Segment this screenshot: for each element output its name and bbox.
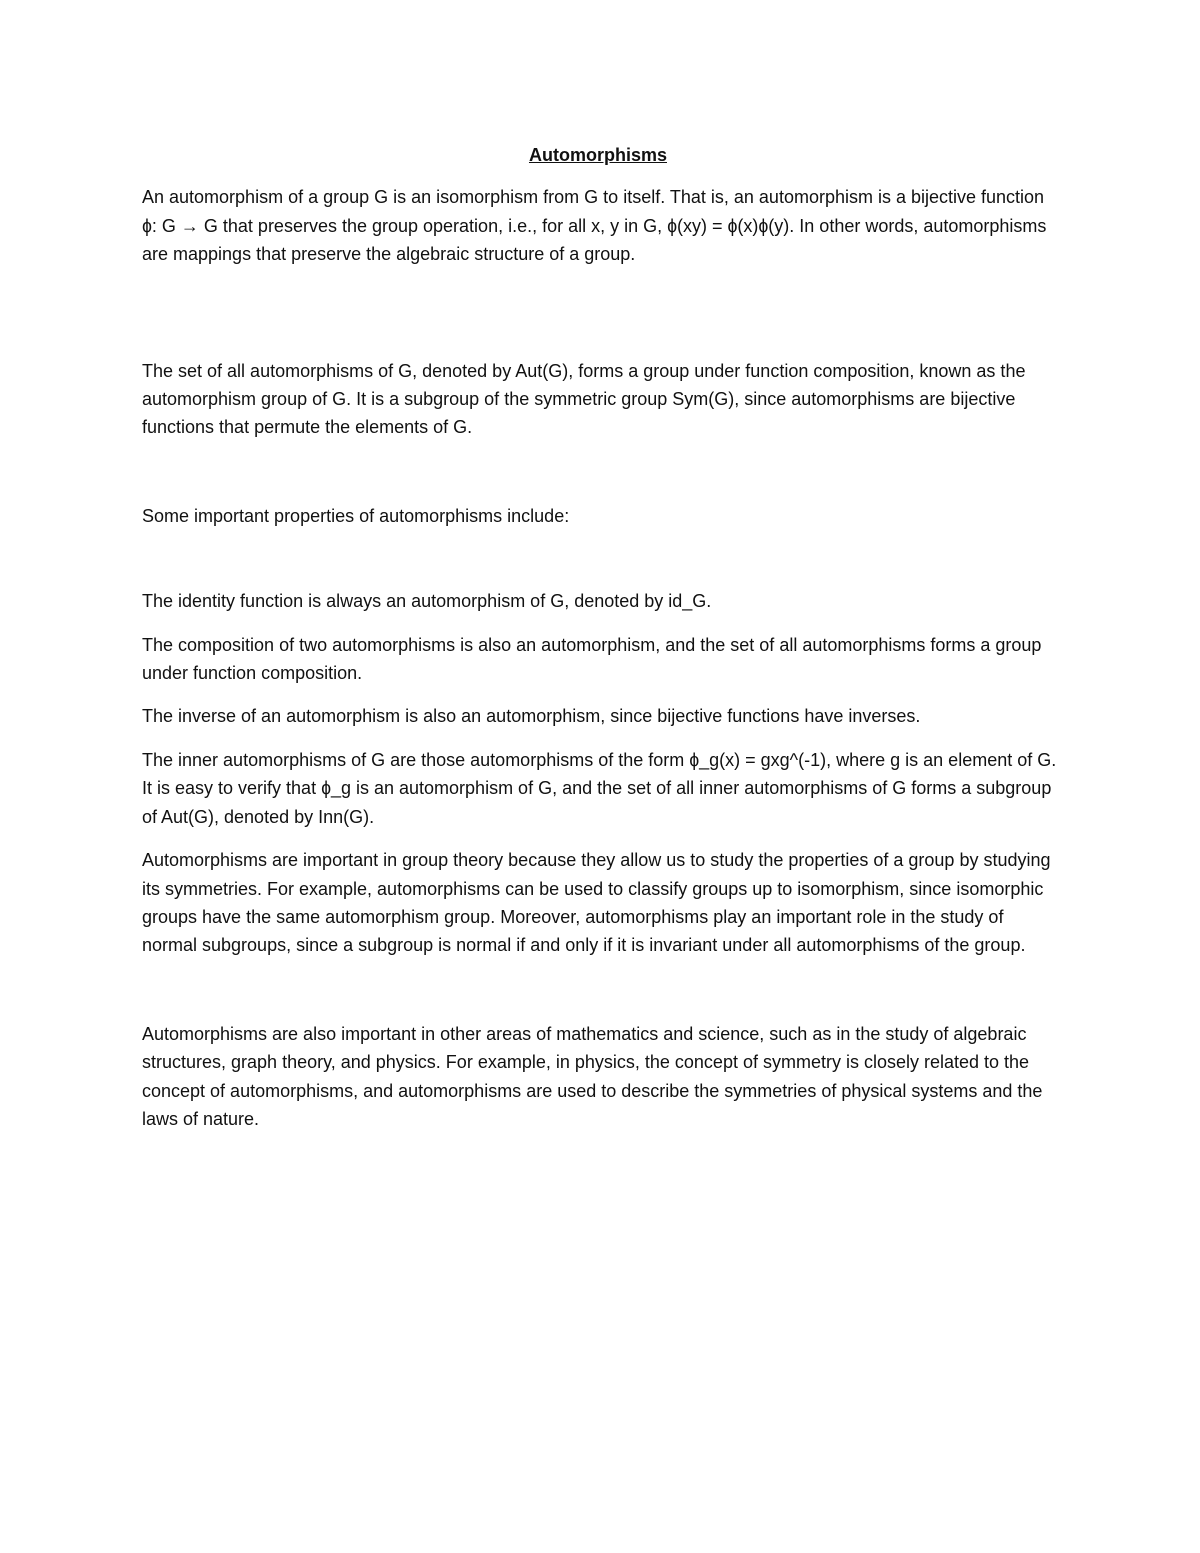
- paragraph-aut-group: The set of all automorphisms of G, denoted by Aut(G), forms a group under function composition, known as the automorphism group of G. It is a subgroup of the symmetric group Sym(G), since automorphisms are bijective functions that permute the elements of G.: [142, 360, 1026, 438]
- paragraph-identity: The identity function is always an automorphism of G, denoted by id_G.: [142, 591, 712, 612]
- paragraph-definition: An automorphism of a group G is an isomorphism from G to itself. That is, an automorphism is a bijective function ɸ: G → G that preserves the group operation, i.e., for all x, y in G, ɸ(xy) = ɸ(x)ɸ(y). In other words, automorphisms are mappings that preserve the algebraic structure of a group.: [142, 187, 1047, 265]
- document-title: Automorphisms: [528, 145, 667, 165]
- paragraph-inverse: The inverse of an automorphism is also an automorphism, since bijective functions have inverses.: [142, 706, 921, 727]
- paragraph-properties-intro: Some important properties of automorphisms include:: [142, 505, 570, 526]
- paragraph-other-areas: Automorphisms are also important in other areas of mathematics and science, such as in the study of algebraic structures, graph theory, and physics. For example, in physics, the concept of symmetry is closely related to the concept of automorphisms, and automorphisms are used to describe the symmetries of physical systems and the laws of nature.: [142, 1023, 1043, 1129]
- paragraph-inner-automorphisms: The inner automorphisms of G are those automorphisms of the form ɸ_g(x) = gxg^(-1), where g is an element of G. It is easy to verify that ɸ_g is an automorphism of G, and the set of all inner automorphisms of G forms a subgroup of Aut(G), denoted by Inn(G).: [142, 749, 1057, 827]
- paragraph-group-theory: Automorphisms are important in group theory because they allow us to study the properties of a group by studying its symmetries. For example, automorphisms can be used to classify groups up to isomorphism, since isomorphic groups have the same automorphism group. Moreover, automorphisms play an important role in the study of normal subgroups, since a subgroup is normal if and only if it is invariant under all automorphisms of the group.: [142, 850, 1051, 956]
- document-body: [142, 141, 1062, 1133]
- paragraph-composition: The composition of two automorphisms is also an automorphism, and the set of all automorphisms forms a group under function composition.: [142, 634, 1042, 684]
